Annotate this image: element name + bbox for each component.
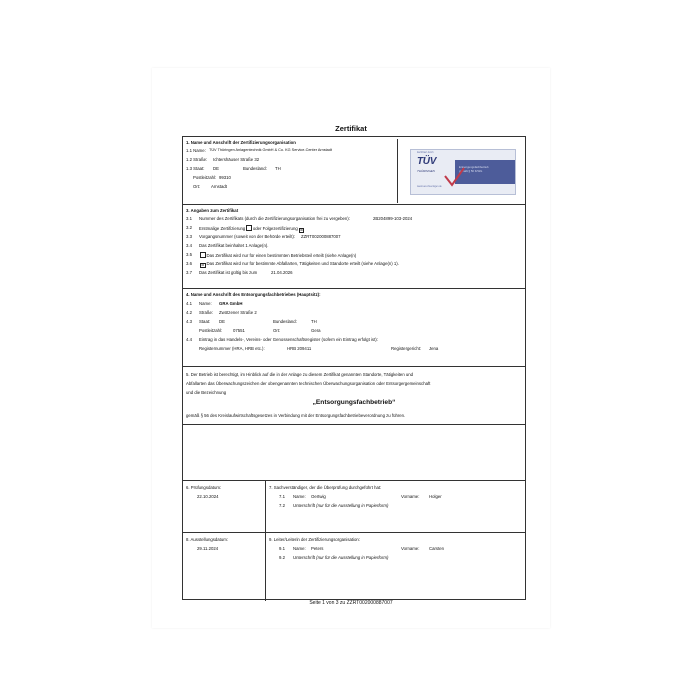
- auth-paragraph-1: 5. Der Betrieb ist berechtigt, im Hinblick auf die in der Anlage zu diesem Zertifikat genannten Standorte, Tätigkeiten und: [186, 372, 414, 377]
- tuv-sub-text: THÜRINGEN: [417, 169, 435, 173]
- follow-certification-checkbox: ⊠: [300, 227, 303, 232]
- leader-name-label: Name:: [293, 546, 306, 551]
- tuv-logo-box: [397, 139, 525, 203]
- org-street-value: Ichtershäuser Straße 32: [213, 157, 260, 162]
- partial-operation-label: Das Zertifikat wird nur für einen bestimmten Betriebsteil erteilt (siehe Anlage(n): [206, 253, 357, 258]
- row-3-7-text: Das Zertifikat ist gültig bis zum: [199, 270, 258, 275]
- row-3-3-num: 3.3: [186, 234, 192, 239]
- specific-waste-checkbox: ⊠: [201, 262, 204, 267]
- org-plz-label: Postleitzahl:: [193, 175, 217, 180]
- company-street-label: Straße:: [199, 310, 214, 315]
- section-9-heading: 9. Leiter/Leiterin der Zertifizierungsorganisation:: [269, 537, 360, 542]
- org-state-value: DE: [213, 166, 219, 171]
- row-3-5-num: 3.5: [186, 252, 192, 257]
- entsorgungsfachbetrieb-title: „Entsorgungsfachbetrieb“: [312, 399, 396, 406]
- register-court-value: Jena: [429, 346, 439, 351]
- column-divider: [265, 481, 266, 533]
- section-empty: [183, 425, 525, 481]
- company-ort-label: Ort:: [273, 328, 281, 333]
- auth-paragraph-2: Abfallarten das Überwachungszeichen der obengenannten technischen Überwachungsorganisation oder Entsorgergemeinschaft: [186, 381, 431, 386]
- company-name-label: Name:: [199, 301, 212, 306]
- org-ort-value: Arnstadt: [211, 184, 228, 189]
- partial-operation-checkbox: [200, 252, 206, 258]
- row-4-2-num: 4.2: [186, 310, 192, 315]
- register-number-value: HRB 209411: [287, 346, 312, 351]
- register-entry-text: Eintrag in das Handels-, Vereins- oder Genossenschaftsregister (sofern ein Eintrag erfolgt ist):: [199, 337, 378, 342]
- tuv-brand-text: TÜV: [417, 156, 437, 167]
- org-name-label: 1.1 Name:: [186, 148, 206, 153]
- section-authorization: [183, 367, 525, 425]
- certificate-frame: [182, 136, 526, 600]
- company-plz-label: Postleitzahl:: [199, 328, 223, 333]
- logo-top-text: Zertifiziert durch: [417, 152, 434, 154]
- certificate-number: 2B204899-103-2024: [373, 216, 413, 221]
- section-inspection: [183, 481, 525, 533]
- section-4-heading: 4. Name und Anschrift des Entsorgungsfachbetriebes (Hauptsitz):: [186, 292, 321, 297]
- issue-date-value: 29.11.2024: [197, 546, 219, 551]
- row-3-3-text: Vorgangsnummer (soweit von der Behörde erteilt):: [199, 234, 296, 239]
- row-3-1-text: Nummer des Zertifikats (durch die Zertifizierungsorganisation frei zu vergeben):: [199, 216, 350, 221]
- expert-name-label: Name:: [293, 494, 306, 499]
- logo-bottom-text: www.tuev-thueringen.de: [417, 186, 442, 188]
- auth-paragraph-3: und die Bezeichnung: [186, 390, 227, 395]
- issue-date-label: 8. Ausstellungsdatum:: [186, 537, 229, 542]
- row-3-6-num: 3.6: [186, 261, 192, 266]
- specific-waste-label: Das Zertifikat wird nur für bestimmte Abfallarten, Tätigkeiten und Standorte erteilt (siehe Anlage(n) 1).: [206, 261, 399, 266]
- row-4-4-num: 4.4: [186, 337, 192, 342]
- row-7-2-num: 7.2: [279, 503, 285, 508]
- org-ort-label: Ort:: [193, 184, 201, 189]
- section-organisation: [183, 137, 525, 205]
- leader-name-value: Peters: [311, 546, 324, 551]
- org-name-value: TÜV Thüringen Anlagentechnik GmbH & Co. KG Service-Center Arnstadt: [209, 148, 332, 152]
- leader-firstname-value: Carsten: [429, 546, 445, 551]
- signature-note: (nur für die Ausstellung in Papierform): [316, 503, 389, 508]
- auth-paragraph-4: gemäß § 56 des Kreislaufwirtschaftsgesetzes in Verbindung mit der Entsorgungsfachbetriebeverordnung zu führen.: [186, 413, 406, 418]
- expert-signature-label: [293, 503, 388, 508]
- company-land-label: Bundesland:: [273, 319, 297, 324]
- tuv-certification-mark: [410, 149, 516, 195]
- section-1-heading: 1. Name und Anschrift der Zertifizierungsorganisation: [186, 140, 296, 145]
- section-company: [183, 289, 525, 367]
- logo-panel-line2: gemäß § 56 KrWG: [459, 168, 483, 173]
- leader-signature-label: [293, 555, 388, 560]
- signature-word: Unterschrift: [293, 503, 315, 508]
- row-3-1-num: 3.1: [186, 216, 192, 221]
- process-number: ZZRT002000887007: [301, 234, 341, 239]
- company-state-value: DE: [219, 319, 225, 324]
- org-land-value: TH: [275, 166, 281, 171]
- company-state-label: Staat:: [199, 319, 211, 324]
- register-court-label: Registergericht:: [391, 346, 422, 351]
- follow-certification-label: oder Folgezertifizierung: [252, 226, 298, 231]
- org-plz-value: 99310: [219, 175, 231, 180]
- row-3-6-text: [199, 261, 399, 268]
- section-3-heading: 3. Angaben zum Zertifikat: [186, 208, 239, 213]
- row-3-5-text: [199, 252, 356, 258]
- org-state-label: 1.3 Staat:: [186, 166, 205, 171]
- row-3-2-text: [199, 225, 305, 233]
- section-certificate-info: [183, 205, 525, 289]
- expert-firstname-value: Holger: [429, 494, 442, 499]
- logo-panel-line1: Entsorgungsfachbetrieb: [459, 165, 489, 169]
- expert-firstname-label: Vorname:: [401, 494, 420, 499]
- expert-name-value: Oertwig: [311, 494, 326, 499]
- leader-firstname-label: Vorname:: [401, 546, 420, 551]
- row-3-7-num: 3.7: [186, 270, 192, 275]
- company-ort-value: Gera: [311, 328, 321, 333]
- row-3-4-num: 3.4: [186, 243, 192, 248]
- signature-word-2: Unterschrift: [293, 555, 315, 560]
- page-footer: Seite 1 von 3 zu ZZRT002000887007: [309, 600, 393, 606]
- company-land-value: TH: [311, 319, 317, 324]
- row-3-2-num: 3.2: [186, 225, 192, 230]
- row-4-1-num: 4.1: [186, 301, 192, 306]
- checkmark-icon: [443, 166, 465, 188]
- signature-note-2: (nur für die Ausstellung in Papierform): [316, 555, 389, 560]
- section-7-heading: 7. Sachverständiger, der die Überprüfung durchgeführt hat:: [269, 485, 382, 490]
- row-9-1-num: 9.1: [279, 546, 285, 551]
- first-certification-label: Erstmalige Zertifizierung: [199, 226, 246, 231]
- certificate-page: [152, 68, 550, 628]
- company-name-value: GRA GmbH: [219, 301, 243, 306]
- inspection-date-label: 6. Prüfungsdatum:: [186, 485, 222, 490]
- company-plz-value: 07551: [233, 328, 245, 333]
- org-land-label: Bundesland:: [243, 166, 267, 171]
- valid-until-date: 21.04.2026: [271, 270, 293, 275]
- inspection-date-value: 22.10.2024: [197, 494, 219, 499]
- register-number-label: Registernummer (HRA, HRB etc.):: [199, 346, 265, 351]
- page-title: Zertifikat: [335, 124, 367, 133]
- row-7-1-num: 7.1: [279, 494, 285, 499]
- row-3-4-text: Das Zertifikat beinhaltet 1 Anlage(n).: [199, 243, 269, 248]
- org-street-label: 1.2 Straße:: [186, 157, 208, 162]
- section-issuance: [183, 533, 525, 601]
- first-certification-checkbox: [246, 225, 252, 231]
- row-9-2-num: 9.2: [279, 555, 285, 560]
- row-4-3-num: 4.3: [186, 319, 192, 324]
- company-street-value: Zwötzener Straße 2: [219, 310, 257, 315]
- column-divider-2: [265, 533, 266, 601]
